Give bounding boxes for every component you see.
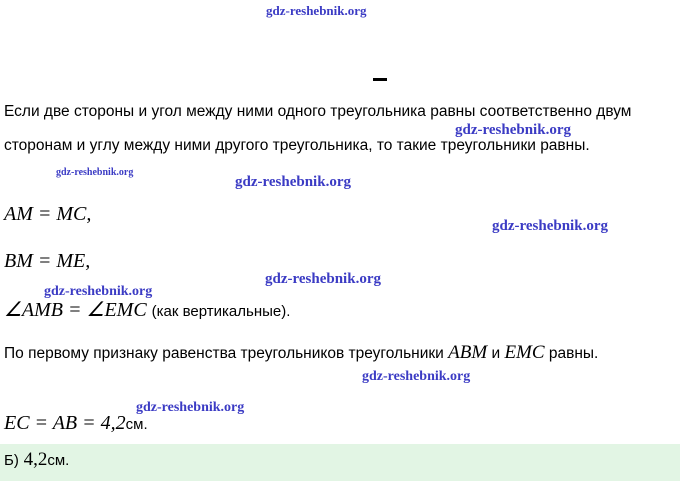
watermark-f: gdz-reshebnik.org bbox=[44, 284, 153, 299]
equation-am-mc: AM = MC, bbox=[4, 203, 92, 225]
triangle-emc: EMC bbox=[504, 342, 545, 363]
dash-mark bbox=[373, 78, 387, 81]
answer-line bbox=[4, 449, 69, 471]
watermark-b: gdz-reshebnik.org bbox=[56, 167, 134, 178]
watermark-c: gdz-reshebnik.org bbox=[235, 174, 351, 190]
equation-angles bbox=[4, 297, 290, 322]
equation-angles-note: (как вертикальные). bbox=[151, 303, 291, 320]
watermark-d: gdz-reshebnik.org bbox=[492, 218, 608, 234]
equation-angles-math: ∠AMB = ∠EMC bbox=[4, 299, 147, 321]
equation-ec-ab-units: см. bbox=[125, 416, 148, 433]
paragraph-congruence-rule: Если две стороны и угол между ними одного треугольника равны соответственно двум сторонам и углу между ними другого треугольника, то такие треугольники равны. bbox=[4, 103, 632, 154]
answer-highlight-band bbox=[0, 444, 680, 481]
watermark-top: gdz-reshebnik.org bbox=[266, 3, 367, 18]
equation-ec-ab bbox=[4, 412, 148, 435]
answer-units: см. bbox=[47, 452, 70, 469]
watermark-h: gdz-reshebnik.org bbox=[136, 400, 245, 415]
conclusion-text-2: равны. bbox=[544, 345, 599, 362]
conclusion-text-1: По первому признаку равенства треугольников треугольники bbox=[4, 345, 449, 362]
paragraph-conclusion bbox=[4, 336, 676, 371]
equation-ec-ab-math: EC = AB = 4,2 bbox=[4, 412, 126, 434]
watermark-e: gdz-reshebnik.org bbox=[265, 271, 381, 287]
equation-bm-me: BM = ME, bbox=[4, 250, 91, 272]
watermark-g: gdz-reshebnik.org bbox=[362, 369, 471, 384]
answer-value: 4,2 bbox=[23, 449, 48, 470]
watermark-a: gdz-reshebnik.org bbox=[455, 122, 571, 138]
triangle-abm: ABM bbox=[448, 342, 488, 363]
answer-label: Б) bbox=[4, 452, 19, 469]
conclusion-conjunction: и bbox=[487, 345, 505, 362]
